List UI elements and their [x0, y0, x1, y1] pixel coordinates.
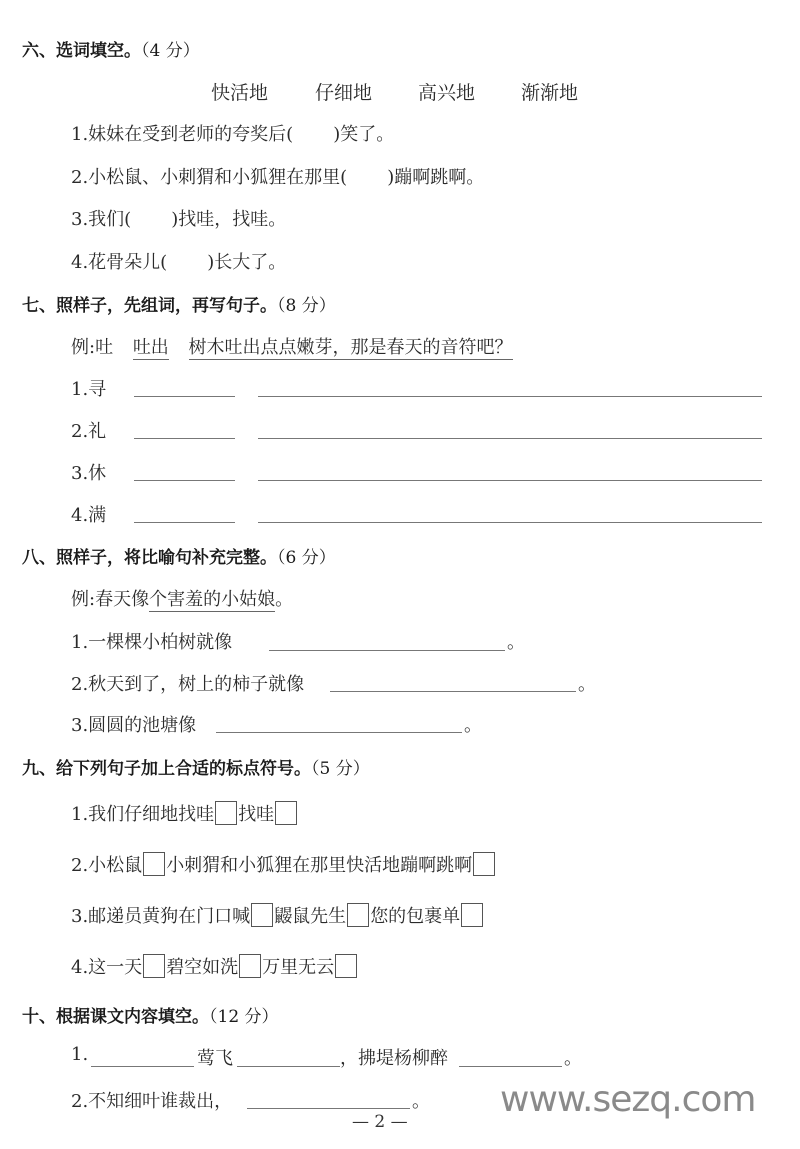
punctuation-box[interactable]	[461, 903, 483, 927]
answer-blank[interactable]	[247, 1108, 410, 1109]
watermark: www.sezq.com	[500, 1079, 756, 1120]
question-8-3: 3.圆圆的池塘像	[71, 715, 197, 736]
score-label: （6 分）	[277, 548, 336, 568]
question-7-label: 1.寻	[71, 379, 107, 400]
answer-blank[interactable]	[91, 1066, 194, 1067]
punctuation-box[interactable]	[251, 903, 273, 927]
example-sentence: 树木吐出点点嫩芽，那是春天的音符吧？	[189, 333, 513, 360]
question-9-1	[71, 800, 298, 827]
heading-text: 九、给下列句子加上合适的标点符号。	[22, 759, 311, 779]
question-text: )蹦啊跳啊。	[387, 167, 485, 188]
heading-text: 六、选词填空。	[22, 41, 141, 61]
sentence-segment: 3.邮递员黄狗在门口喊	[71, 906, 251, 927]
section-8-heading	[22, 543, 336, 568]
section-9-heading	[22, 754, 370, 779]
sentence-segment: 2.小松鼠	[71, 855, 143, 876]
score-label: （8 分）	[277, 296, 336, 316]
question-9-4	[71, 953, 358, 980]
word-option: 高兴地	[418, 82, 476, 104]
sentence-blank[interactable]	[258, 522, 762, 523]
question-6-1	[71, 120, 394, 146]
question-6-4	[71, 248, 286, 274]
word-blank[interactable]	[134, 480, 235, 481]
sentence-segment: 鼹鼠先生	[274, 906, 347, 927]
example-underlined: 个害羞的小姑娘	[149, 585, 275, 612]
punctuation-box[interactable]	[473, 852, 495, 876]
answer-blank[interactable]	[459, 1066, 562, 1067]
question-text: )找哇，找哇。	[171, 209, 287, 230]
question-9-2	[71, 851, 496, 878]
example-8	[71, 585, 293, 612]
page-number: — 2 —	[352, 1112, 408, 1132]
period: 。	[507, 632, 525, 653]
period: 。	[564, 1048, 582, 1069]
sentence-segment: 找哇	[238, 804, 275, 825]
question-6-3	[71, 205, 286, 231]
score-label: （4 分）	[141, 41, 200, 61]
example-7	[71, 333, 513, 360]
example-word: 吐出	[133, 333, 169, 360]
question-8-2: 2.秋天到了，树上的柿子就像	[71, 674, 305, 695]
sentence-segment: 您的包裹单	[370, 906, 461, 927]
example-text: 例:春天像	[71, 589, 150, 610]
question-7-label: 2.礼	[71, 421, 107, 442]
heading-text: 七、照样子，先组词，再写句子。	[22, 296, 277, 316]
punctuation-box[interactable]	[275, 801, 297, 825]
question-text: 4.花骨朵儿(	[71, 252, 168, 273]
sentence-segment: 小刺猬和小狐狸在那里快活地蹦啊跳啊	[166, 855, 473, 876]
punctuation-box[interactable]	[143, 852, 165, 876]
word-blank[interactable]	[134, 396, 235, 397]
question-text: 2.小松鼠、小刺猬和小狐狸在那里(	[71, 167, 348, 188]
question-text: )笑了。	[333, 124, 395, 145]
question-text: ，拂堤杨柳醉	[340, 1048, 448, 1069]
punctuation-box[interactable]	[239, 954, 261, 978]
question-8-1: 1.一棵棵小柏树就像	[71, 632, 233, 653]
answer-blank[interactable]	[237, 1066, 340, 1067]
sentence-blank[interactable]	[258, 396, 762, 397]
heading-text: 八、照样子，将比喻句补充完整。	[22, 548, 277, 568]
word-option: 仔细地	[315, 82, 373, 104]
sentence-segment: 4.这一天	[71, 957, 143, 978]
question-text: 3.我们(	[71, 209, 132, 230]
question-10-2: 2.不知细叶谁裁出，	[71, 1091, 233, 1112]
question-7-label: 4.满	[71, 505, 107, 526]
example-label: 例:吐	[71, 337, 114, 358]
answer-blank[interactable]	[269, 650, 505, 651]
section-10-heading	[22, 1002, 279, 1027]
sentence-segment: 碧空如洗	[166, 957, 239, 978]
score-label: （5 分）	[311, 759, 370, 779]
section-6-heading	[22, 36, 200, 61]
question-text: 1.妹妹在受到老师的夸奖后(	[71, 124, 294, 145]
sentence-segment: 1.我们仔细地找哇	[71, 804, 215, 825]
punctuation-box[interactable]	[215, 801, 237, 825]
sentence-blank[interactable]	[258, 480, 762, 481]
example-text: 。	[275, 589, 294, 610]
word-option: 渐渐地	[521, 82, 579, 104]
word-blank[interactable]	[134, 522, 235, 523]
sentence-blank[interactable]	[258, 438, 762, 439]
word-option: 快活地	[211, 82, 269, 104]
question-10-1-num: 1.	[71, 1044, 89, 1065]
punctuation-box[interactable]	[143, 954, 165, 978]
punctuation-box[interactable]	[335, 954, 357, 978]
section-7-heading	[22, 291, 336, 316]
word-blank[interactable]	[134, 438, 235, 439]
period: 。	[578, 674, 596, 695]
question-text: )长大了。	[207, 252, 287, 273]
question-9-3	[71, 902, 484, 929]
score-label: （12 分）	[209, 1007, 279, 1027]
sentence-segment: 万里无云	[262, 957, 335, 978]
question-text: 莺飞	[197, 1048, 233, 1069]
answer-blank[interactable]	[330, 691, 576, 692]
punctuation-box[interactable]	[347, 903, 369, 927]
heading-text: 十、根据课文内容填空。	[22, 1007, 209, 1027]
question-6-2	[71, 163, 484, 189]
question-7-label: 3.休	[71, 463, 107, 484]
period: 。	[412, 1091, 430, 1112]
period: 。	[464, 715, 482, 736]
answer-blank[interactable]	[216, 732, 462, 733]
